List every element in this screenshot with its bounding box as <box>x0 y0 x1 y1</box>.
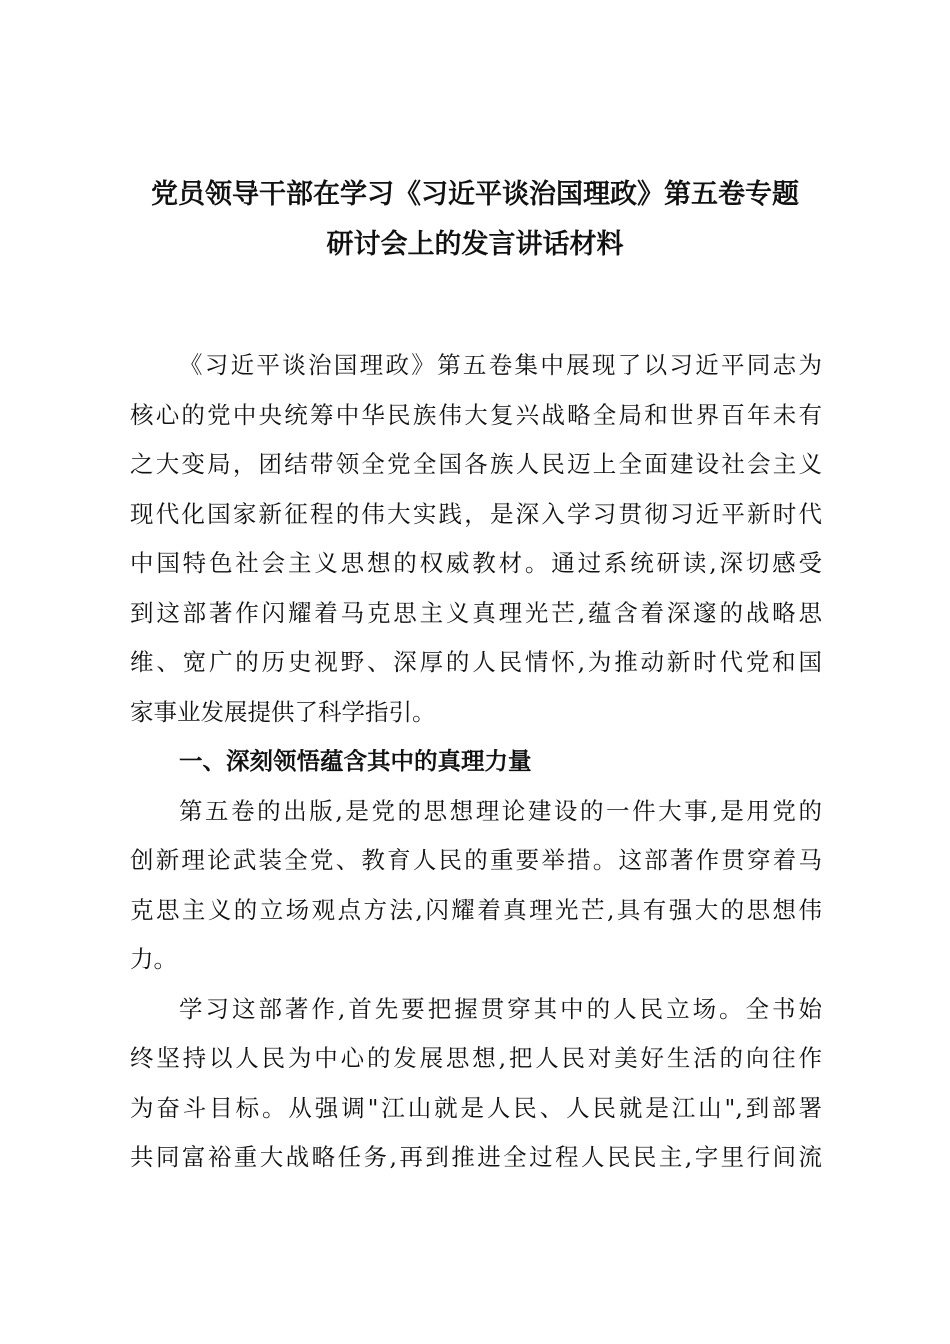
section-heading: 一、深刻领悟蕴含其中的真理力量 <box>179 747 532 775</box>
text-line: 中国特色社会主义思想的权威教材。通过系统研读,深切感受 <box>130 549 822 577</box>
paragraph-2 <box>130 793 822 991</box>
text-line: 第五卷的出版,是党的思想理论建设的一件大事,是用党的 <box>179 796 822 825</box>
paragraph-intro <box>130 347 822 743</box>
text-line: 力。 <box>130 945 177 973</box>
document-title-line-2: 研讨会上的发言讲话材料 <box>326 229 624 260</box>
text-line: 《习近平谈治国理政》第五卷集中展现了以习近平同志为 <box>179 351 822 379</box>
paragraph-3 <box>130 991 822 1189</box>
document-body <box>130 347 822 1189</box>
document-title-line-1: 党员领导干部在学习《习近平谈治国理政》第五卷专题 <box>151 179 799 210</box>
text-line: 之大变局，团结带领全党全国各族人民迈上全面建设社会主义 <box>130 450 822 478</box>
text-line: 家事业发展提供了科学指引。 <box>130 697 436 726</box>
text-line: 核心的党中央统筹中华民族伟大复兴战略全局和世界百年未有 <box>130 400 822 429</box>
text-line: 共同富裕重大战略任务,再到推进全过程人民民主,字里行间流 <box>130 1143 822 1171</box>
text-line: 维、宽广的历史视野、深厚的人民情怀,为推动新时代党和国 <box>130 648 822 676</box>
text-line: 克思主义的立场观点方法,闪耀着真理光芒,具有强大的思想伟 <box>130 895 822 924</box>
text-line: 终坚持以人民为中心的发展思想,把人民对美好生活的向往作 <box>130 1044 822 1072</box>
text-line: 创新理论武装全党、教育人民的重要举措。这部著作贯穿着马 <box>130 846 822 874</box>
text-line: 为奋斗目标。从强调"江山就是人民、人民就是江山",到部署 <box>130 1093 822 1122</box>
text-line: 学习这部著作,首先要把握贯穿其中的人民立场。全书始 <box>179 994 822 1023</box>
text-line: 现代化国家新征程的伟大实践，是深入学习贯彻习近平新时代 <box>130 499 822 528</box>
text-line: 到这部著作闪耀着马克思主义真理光芒,蕴含着深邃的战略思 <box>130 598 822 627</box>
